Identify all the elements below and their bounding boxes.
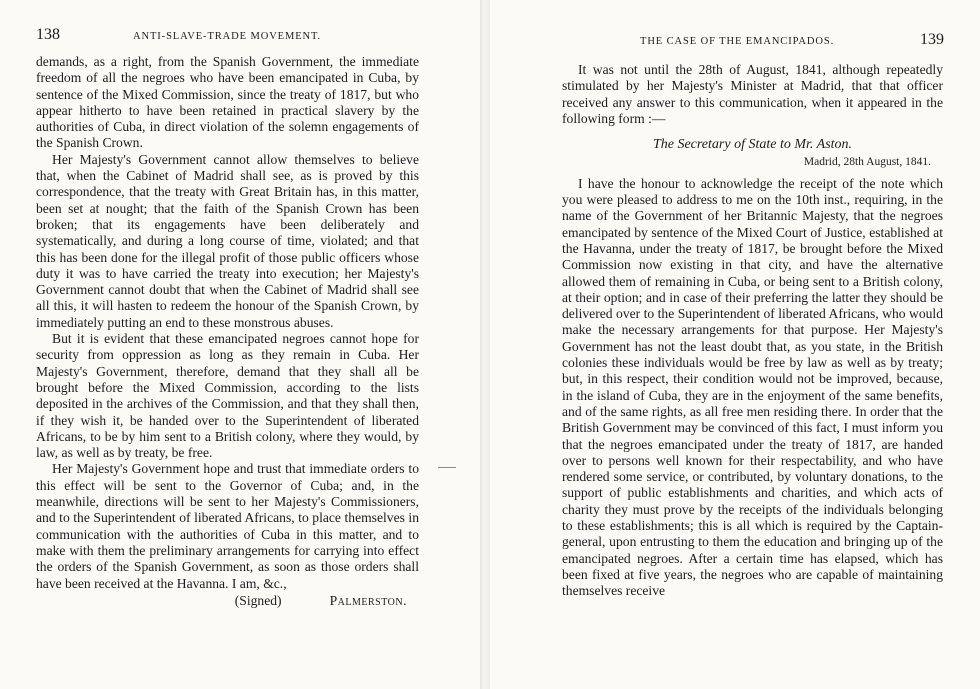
- paragraph: But it is evident that these emancipated negroes cannot hope for security from oppression as long as they remain in Cuba. Her Majesty's Government, therefore, demand that they shall all be brought before the Mixed Commission, according to the lists deposited in the archives of the Commission, and that they shall then, if they wish it, be handed over to the Superintendent of liberated Africans, to be by him sent to a British colony, where they would, by law, as well as by treaty, be free.: [36, 331, 419, 461]
- letter-dateline: Madrid, 28th August, 1841.: [803, 156, 931, 169]
- intro-paragraph: It was not until the 28th of August, 1841, although repeatedly stimulated by her Majesty's Minister at Madrid, that that officer received any answer to this communication, when it appeared in the following form :—: [562, 62, 943, 126]
- running-head: ANTI-SLAVE-TRADE MOVEMENT.: [133, 31, 322, 42]
- right-text-block: [562, 62, 943, 600]
- page-number: 139: [920, 31, 944, 48]
- paragraph: Her Majesty's Government cannot allow themselves to believe that, when the Cabinet of Madrid shall see, as is proved by this correspondence, that the treaty with Great Britain has, in this matter, been set at nought; that the faith of the Spanish Crown has been broken; that its engagements have been deliberately and systematically, and during a long course of time, violated; and that this has been done for the illegal profit of those public officers whose duty it was to have carried the treaty into execution; her Majesty's Government cannot doubt that when the Cabinet of Madrid shall see all this, it will hasten to redeem the honour of the Spanish Crown, by immediately putting an end to these monstrous abuses.: [36, 151, 419, 330]
- paragraph: Her Majesty's Government hope and trust that immediate orders to this effect will be sent to the Governor of Cuba; and, in the meanwhile, directions will be sent to her Majesty's Commissioners, and to the Superintendent of liberated Africans, to place themselves in communication with the authorities of Cuba in this matter, and to make with them the preliminary arrangements for carrying into effect the orders of the Spanish Government, as soon as those orders shall have been received at the Havanna. I am, &c.,: [36, 461, 419, 591]
- signed-label: (Signed): [234, 592, 282, 608]
- left-text-block: [36, 54, 419, 609]
- signature-line: [36, 593, 419, 609]
- stray-mark: [438, 467, 456, 468]
- left-page: [0, 0, 480, 689]
- letter-heading: The Secretary of State to Mr. Aston.: [652, 137, 853, 153]
- letter-body: I have the honour to acknowledge the receipt of the note which you were pleased to address to me on the 10th inst., requiring, in the name of the Government of her Britannic Majesty, that the negroes emancipated by sentence of the Mixed Court of Justice, established at the Havanna, under the treaty of 1817, be brought before the Mixed Commission now existing in that city, and have the alternative allowed them of remaining in Cuba, or being sent to a British colony, at their option; and in case of their preferring the latter they should be delivered over to the Superintendent of liberated Africans, who would make the necessary arrangements for that purpose. Her Majesty's Government has not the least doubt that, as you state, in the British colonies these individuals would be free by law as well as by treaty; but, in this respect, their condition would not be improved, because, in the island of Cuba, they are in the enjoyment of the same benefits, and of the same rights, as all free men residing there. In order that the British Government may be convinced of this fact, I must inform you that the negroes emancipated under the treaty of 1817, are handed over to persons well known for their respectability, and who have rendered some service, or contributed, by voluntary donations, to the support of public establishments and charities, and which acts of charity they must prove by the receipts of the individuals belonging to these establishments; this is all which is required by the Captain-general, upon entrusting to them the education and bringing up of the emancipated negroes. After a certain time has elapsed, which has been fixed at five years, the negroes who are capable of maintaining themselves receive: [562, 175, 943, 599]
- right-page: [490, 0, 980, 689]
- signatory: Palmerston.: [329, 592, 407, 608]
- running-head: THE CASE OF THE EMANCIPADOS.: [640, 36, 835, 47]
- page-number: 138: [36, 26, 60, 43]
- paragraph: demands, as a right, from the Spanish Government, the immediate freedom of all the negroes who have been emancipated in Cuba, by sentence of the Mixed Commission, since the treaty of 1817, but who appear hitherto to have been retained in practical slavery by the authorities of Cuba, in direct violation of the solemn engagements of the Spanish Crown.: [36, 54, 419, 151]
- book-gutter: [480, 0, 490, 689]
